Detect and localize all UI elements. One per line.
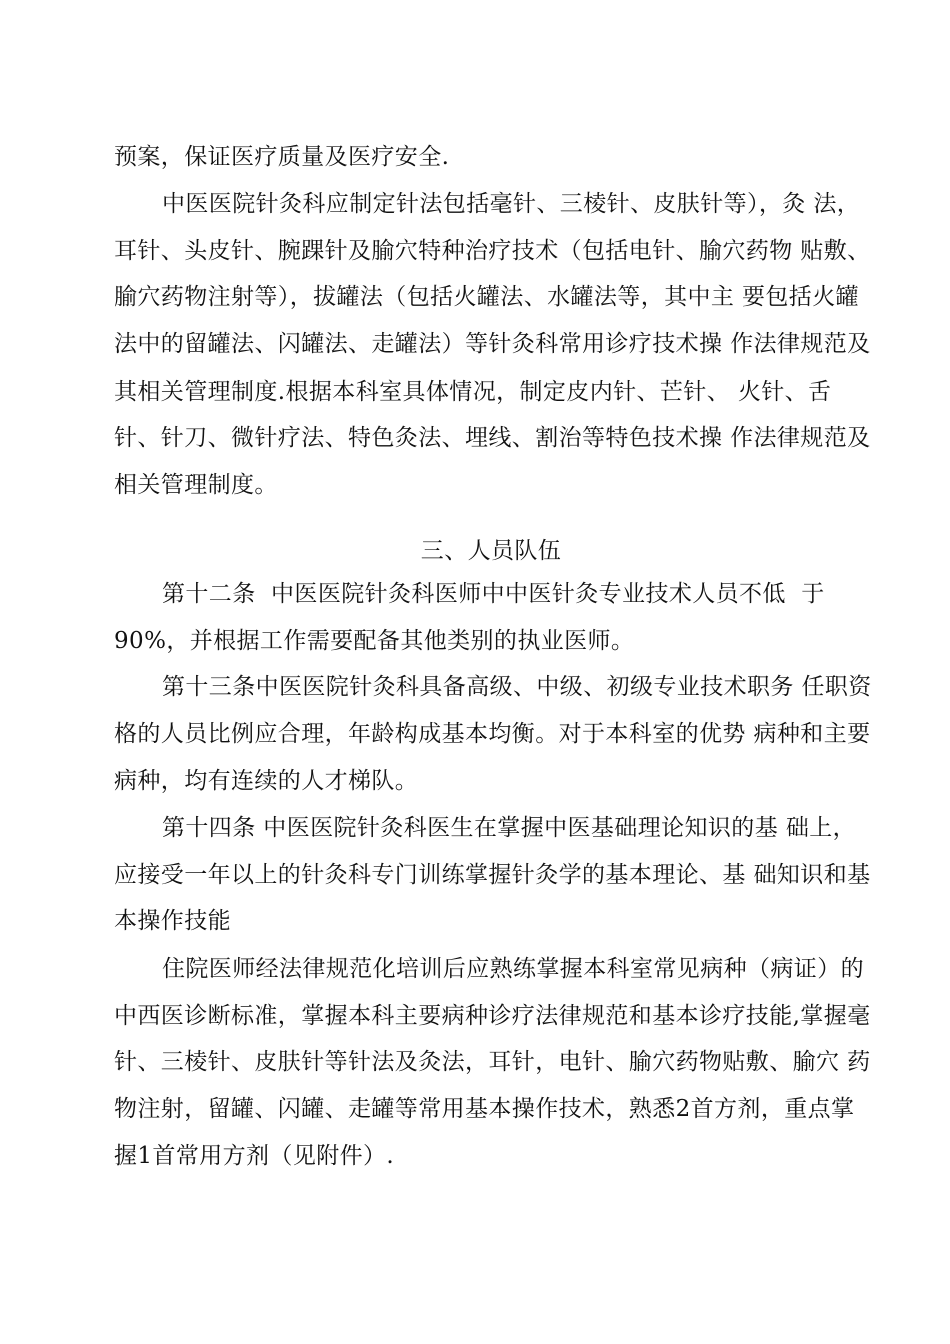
text-line: 病种，均有连续的人才梯队。 bbox=[114, 768, 419, 794]
paragraph-start-line: 第十三条中医医院针灸科具备高级、中级、初级专业技术职务 任职资 bbox=[162, 674, 872, 700]
paragraph-start-line: 住院医师经法律规范化培训后应熟练掌握本科室常见病种（病证）的 bbox=[162, 956, 864, 982]
text-line: 本操作技能 bbox=[114, 908, 231, 934]
text-line: 应接受一年以上的针灸科专门训练掌握针灸学的基本理论、基 础知识和基 bbox=[114, 862, 871, 888]
text-line: 格的人员比例应合理，年龄构成基本均衡。对于本科室的优势 病种和主要 bbox=[114, 721, 871, 747]
section-heading: 三、人员队伍 bbox=[420, 538, 562, 564]
text-line: 中西医诊断标准，掌握本科主要病种诊疗法律规范和基本诊疗技能,掌握毫 bbox=[114, 1003, 871, 1029]
paragraph-start-line: 第十四条 中医医院针灸科医生在掌握中医基础理论知识的基 础上， bbox=[162, 815, 857, 841]
text-line: 其相关管理制度.根据本科室具体情况，制定皮内针、芒针、 火针、舌 bbox=[114, 379, 832, 405]
text-line: 相关管理制度。 bbox=[114, 472, 278, 498]
text-line: 预案，保证医疗质量及医疗安全. bbox=[114, 144, 450, 170]
text-line: 物注射，留罐、闪罐、走罐等常用基本操作技术，熟悉2首方剂，重点掌 bbox=[114, 1096, 855, 1122]
paragraph-start-line: 中医医院针灸科应制定针法包括毫针、三棱针、皮肤针等），灸 法， bbox=[162, 191, 861, 217]
text-line: 90%，并根据工作需要配备其他类别的执业医师。 bbox=[114, 628, 635, 654]
text-line: 针、三棱针、皮肤针等针法及灸法，耳针，电针、腧穴药物贴敷、腧穴 药 bbox=[114, 1049, 871, 1075]
paragraph-start-line: 第十二条 中医医院针灸科医师中中医针灸专业技术人员不低 于 bbox=[162, 581, 825, 607]
text-line: 腧穴药物注射等），拔罐法（包括火罐法、水罐法等，其中主 要包括火罐 bbox=[114, 284, 860, 310]
text-line: 法中的留罐法、闪罐法、走罐法）等针灸科常用诊疗技术操 作法律规范及 bbox=[114, 331, 871, 357]
text-line: 耳针、头皮针、腕踝针及腧穴特种治疗技术（包括电针、腧穴药物 贴敷、 bbox=[114, 238, 871, 264]
text-line: 握1首常用方剂（见附件）. bbox=[114, 1143, 395, 1169]
text-line: 针、针刀、微针疗法、特色灸法、埋线、割治等特色技术操 作法律规范及 bbox=[114, 425, 871, 451]
